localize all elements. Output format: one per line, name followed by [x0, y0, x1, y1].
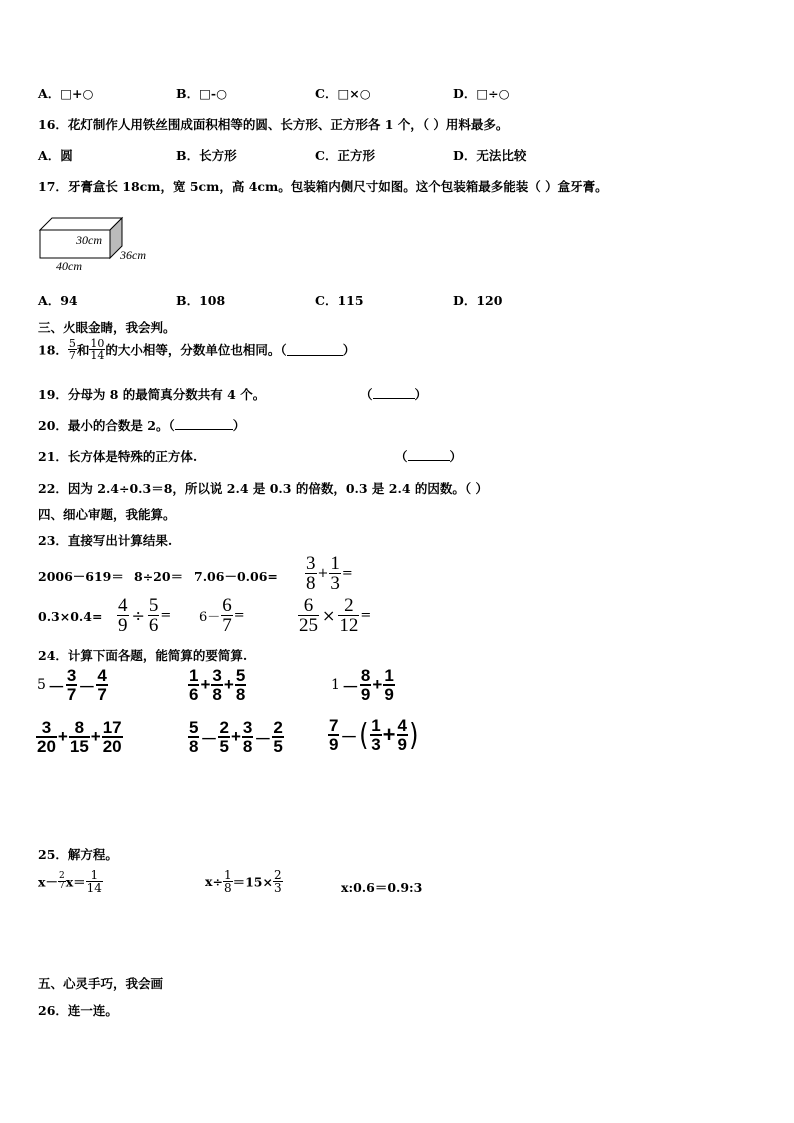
q20-close: ） [232, 418, 246, 433]
denominator: 9 [384, 685, 394, 704]
numerator: 17 [102, 718, 122, 737]
operator: + [317, 566, 329, 581]
q17-option-a: A．94 [38, 293, 78, 308]
q23-e7-frac [221, 596, 233, 635]
numerator: 3 [242, 718, 253, 737]
denominator: 3 [273, 881, 282, 895]
denominator: 9 [118, 615, 128, 636]
q18-fraction-2 [89, 338, 105, 361]
numerator: 2 [273, 718, 283, 737]
q23-expr-2: 8÷20＝ [134, 569, 184, 584]
mid-term: x＝ [65, 874, 86, 890]
q17-option-b: B．108 [176, 293, 226, 308]
operator: － [340, 727, 358, 747]
q19-answer-blank[interactable] [373, 386, 415, 399]
numerator: 5 [189, 718, 199, 737]
section5-title: 五、心灵手巧，我会画 [38, 976, 164, 991]
lead-term: x－ [38, 874, 58, 890]
q16-option-c: C．正方形 [315, 148, 375, 163]
operator: － [47, 677, 65, 697]
q18-tail: 的大小相等，分数单位也相同。（ [105, 342, 287, 358]
q18-f1-numerator: 5 [68, 337, 76, 350]
numerator: 8 [69, 719, 90, 738]
numerator: 4 [97, 666, 107, 685]
q25-equation-1 [38, 869, 103, 894]
denominator: 7 [66, 685, 77, 704]
right-paren: ) [409, 717, 419, 753]
left-paren: ( [359, 717, 370, 753]
fraction [242, 719, 253, 755]
q25-equation-3: x:0.6＝0.9:3 [341, 880, 423, 895]
fraction [66, 667, 77, 703]
q21-answer-blank[interactable] [408, 448, 450, 461]
denominator: 8 [235, 685, 246, 704]
box-length-label: 40cm [56, 259, 82, 273]
q19-open: （ [360, 387, 373, 402]
q24-problem-3 [330, 667, 395, 703]
operator: － [78, 677, 96, 697]
fraction [328, 717, 339, 753]
q24-problem-6 [328, 717, 420, 753]
q20-text: 20．最小的合数是 2。（ [38, 418, 175, 433]
fraction [223, 869, 233, 894]
q15-option-a: A．□+○ [38, 86, 94, 101]
q23-expr-6 [117, 596, 172, 635]
q16-text: 16．花灯制作人用铁丝围成面积相等的圆、长方形、正方形各 1 个，（ ）用料最多。 [38, 117, 509, 132]
numerator: 2 [338, 596, 359, 616]
q23-expr-4 [305, 554, 354, 593]
numerator: 6 [298, 596, 319, 616]
q23-expr-7 [198, 596, 246, 635]
q23-e6-frac-b [148, 596, 160, 635]
q20-answer-blank[interactable] [175, 417, 233, 430]
equals: = [233, 608, 245, 623]
denominator: 9 [360, 685, 371, 704]
numerator: 8 [360, 666, 371, 685]
denominator: 12 [339, 615, 359, 636]
numerator: 3 [66, 666, 77, 685]
numerator: 2 [273, 868, 282, 882]
denominator: 8 [242, 737, 253, 756]
operator: － [200, 729, 218, 749]
q25-equation-2 [205, 869, 283, 894]
q21-close: ） [449, 449, 463, 464]
numerator: 7 [329, 716, 339, 735]
operator: + [200, 675, 211, 694]
denominator: 9 [329, 735, 339, 754]
denominator: 15 [69, 737, 89, 756]
q23-expr-1: 2006－619＝ [38, 569, 124, 584]
denominator: 25 [299, 615, 318, 636]
numerator: 2 [219, 718, 229, 737]
lead-term: 5 [37, 677, 46, 693]
lead-term: 1 [331, 677, 340, 693]
denominator: 6 [148, 615, 159, 636]
denominator: 7 [222, 615, 232, 636]
q16-option-a: A．圆 [38, 148, 73, 163]
q19-close: ） [414, 387, 428, 402]
q17-text: 17．牙膏盒长 18cm，宽 5cm，高 4cm。包装箱内侧尺寸如图。这个包装箱最多能装（ ）盒牙膏。 [38, 179, 608, 194]
operator: + [57, 727, 68, 746]
q24-problem-2 [188, 667, 246, 703]
box-width-label: 30cm [76, 233, 102, 247]
denominator: 9 [397, 735, 407, 754]
numerator: 5 [148, 595, 159, 616]
q23-expr-5: 0.3×0.4= [38, 609, 103, 624]
q23-title: 23．直接写出计算结果. [38, 533, 173, 548]
q24-problem-4 [36, 719, 123, 755]
equals: = [360, 608, 372, 623]
q18-fraction-1 [68, 338, 77, 361]
denominator: 6 [189, 685, 199, 704]
operator: + [382, 722, 396, 747]
q18-close: ） [342, 342, 356, 358]
q23-expr-8 [298, 596, 372, 635]
denominator: 3 [330, 573, 340, 594]
equals: = [160, 608, 172, 623]
q19-answer [360, 385, 427, 403]
numerator: 2 [58, 871, 65, 881]
operator: + [223, 675, 234, 694]
q18-number: 18． [38, 342, 68, 358]
lead-term: x÷ [205, 874, 223, 889]
q15-option-c: C．□×○ [315, 86, 371, 101]
fraction [69, 719, 90, 755]
fraction [272, 719, 283, 755]
fraction [211, 667, 222, 703]
q15-option-d: D．□÷○ [453, 86, 510, 101]
q15-option-b: B．□-○ [176, 86, 227, 101]
numerator: 1 [86, 869, 103, 882]
fraction [188, 667, 199, 703]
denominator: 20 [102, 737, 122, 756]
box-top-face [40, 218, 122, 230]
denominator: 8 [306, 573, 316, 594]
q24-problem-1 [36, 667, 108, 703]
numerator: 5 [235, 666, 246, 685]
numerator: 4 [118, 595, 128, 616]
q22-text: 22．因为 2.4÷0.3＝8，所以说 2.4 是 0.3 的倍数，0.3 是 2.4 的因数。（ ） [38, 481, 488, 496]
q18-answer-blank[interactable] [287, 343, 343, 356]
operator: × [322, 606, 336, 625]
q23-e4-frac-a [305, 554, 317, 593]
q20 [38, 416, 245, 434]
fraction [273, 869, 283, 894]
fraction [383, 667, 394, 703]
denominator: 7 [97, 685, 107, 704]
numerator: 6 [222, 595, 232, 616]
denominator: 8 [223, 881, 232, 895]
operator: － [341, 677, 359, 697]
numerator: 4 [397, 716, 407, 735]
operator: + [90, 727, 101, 746]
q19-text: 19．分母为 8 的最简真分数共有 4 个。 [38, 387, 266, 402]
fraction [96, 667, 107, 703]
q18-f2-denominator: 14 [90, 349, 105, 362]
q18-f1-denominator: 7 [68, 349, 76, 362]
box-height-label: 36cm [120, 248, 146, 262]
equals: = [341, 566, 353, 581]
numerator: 1 [223, 868, 232, 882]
fraction [370, 717, 381, 753]
fraction [36, 719, 57, 755]
q17-option-c: C．115 [315, 293, 364, 308]
fraction [235, 667, 246, 703]
operator: － [254, 729, 272, 749]
numerator: 1 [384, 666, 394, 685]
denominator: 8 [212, 685, 222, 704]
denominator: 14 [86, 881, 102, 895]
fraction [102, 719, 123, 755]
denominator: 20 [37, 737, 56, 756]
denominator: 8 [189, 737, 199, 756]
fraction [397, 717, 408, 753]
q23-e8-frac-b [338, 596, 359, 635]
q23-e8-frac-a [298, 596, 319, 635]
q16-option-b: B．长方形 [176, 148, 237, 163]
numerator: 1 [371, 716, 381, 735]
q21-open: （ [395, 449, 408, 464]
denominator: 5 [273, 737, 283, 756]
q23-e6-frac-a [117, 596, 129, 635]
q23-e4-frac-b [329, 554, 341, 593]
operator: ÷ [131, 606, 145, 625]
lead-term: 6－ [199, 610, 221, 625]
numerator: 3 [36, 719, 57, 738]
numerator: 3 [212, 666, 222, 685]
q16-option-d: D．无法比较 [453, 148, 527, 163]
q18 [38, 338, 355, 361]
q21-text: 21．长方体是特殊的正方体. [38, 449, 198, 464]
q26-title: 26．连一连。 [38, 1003, 118, 1018]
numerator: 1 [189, 666, 199, 685]
fraction [188, 719, 199, 755]
q23-expr-3: 7.06－0.06= [194, 569, 278, 584]
denominator: 3 [371, 735, 381, 754]
fraction [58, 872, 66, 891]
fraction [218, 719, 229, 755]
numerator: 3 [306, 553, 316, 574]
operator: + [372, 675, 383, 694]
numerator: 1 [330, 553, 340, 574]
q21-answer [395, 447, 462, 465]
section3-title: 三、火眼金睛，我会判。 [38, 320, 176, 335]
mid-term: ＝15× [232, 874, 273, 890]
denominator: 7 [58, 881, 65, 891]
section4-title: 四、细心审题，我能算。 [38, 507, 176, 522]
q18-f2-numerator: 10 [90, 337, 105, 350]
q17-option-d: D．120 [453, 293, 503, 308]
q25-title: 25．解方程。 [38, 847, 118, 862]
q24-problem-5 [188, 719, 284, 755]
fraction [86, 869, 103, 894]
denominator: 5 [219, 737, 229, 756]
operator: + [230, 727, 241, 746]
fraction [360, 667, 371, 703]
q18-and: 和 [76, 342, 90, 358]
q24-title: 24．计算下面各题，能简算的要简算. [38, 648, 248, 663]
